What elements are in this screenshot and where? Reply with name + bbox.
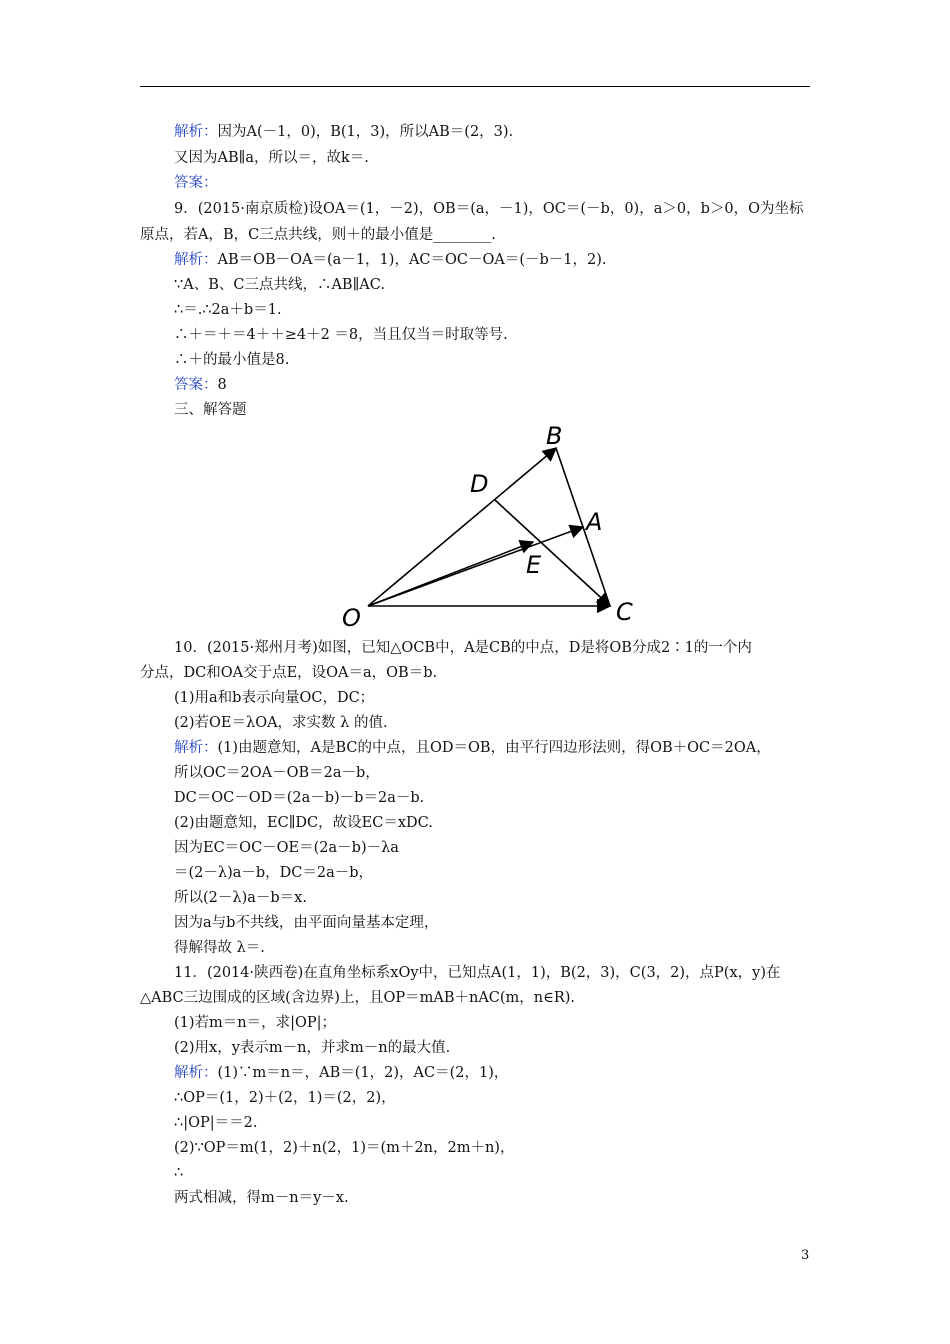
text-line: 答案：8: [174, 377, 227, 393]
section-heading: 三、解答题: [174, 402, 247, 418]
text-line: (2)∵OP＝m(1，2)＋n(2，1)＝(m＋2n，2m＋n)，: [174, 1140, 515, 1156]
answer-label: 答案：: [174, 175, 218, 191]
text-line: 两式相减，得m－n＝y－x.: [174, 1190, 349, 1206]
question-10-cont: 分点，DC和OA交于点E，设OA＝a，OB＝b.: [140, 665, 438, 681]
text-line: ∴＋的最小值是8.: [174, 352, 290, 368]
vector-ob: [368, 448, 556, 606]
triangle-figure: [320, 420, 650, 630]
text-line: ∵A、B、C三点共线，∴AB∥AC.: [174, 277, 385, 293]
text-line: (2)用x，y表示m－n，并求m－n的最大值.: [174, 1040, 451, 1056]
text-line: 所以OC＝2OA－OB＝2a－b，: [174, 765, 380, 781]
question-9: 9．(2015·南京质检)设OA＝(1，－2)，OB＝(a，－1)，OC＝(－b，0)，a＞0，b＞0，O为坐标: [174, 201, 804, 217]
text-line: [174, 173, 218, 193]
label-e: E: [526, 551, 542, 579]
solution-label: 解析：: [174, 740, 218, 756]
page-number: 3: [801, 1248, 810, 1263]
text-line: (1)若m＝n＝，求|OP|；: [174, 1015, 337, 1031]
answer-label: 答案：: [174, 377, 218, 393]
text-line: 又因为AB∥a，所以＝，故k＝.: [174, 150, 369, 166]
text-line: 解析：AB＝OB－OA＝(a－1，1)，AC＝OC－OA＝(－b－1，2).: [174, 252, 607, 268]
question-11: 11．(2014·陕西卷)在直角坐标系xOy中，已知点A(1，1)，B(2，3)，C(3，2)，点P(x，y)在: [174, 965, 781, 981]
text-line: ∴OP＝(1，2)＋(2，1)＝(2，2)，: [174, 1090, 396, 1106]
text-line: 解析：(1)∵m＝n＝，AB＝(1，2)，AC＝(2，1)，: [174, 1065, 509, 1081]
text-line: ∴＝.∴2a＋b＝1.: [174, 302, 282, 318]
solution-label: 解析：: [174, 252, 218, 268]
vector-oe: [368, 542, 533, 606]
text-line: ∴|OP|＝＝2.: [174, 1115, 258, 1131]
label-b: B: [546, 422, 563, 450]
text-line: 解析：(1)由题意知，A是BC的中点，且OD＝OB，由平行四边形法则，得OB＋OC＝2OA，: [174, 740, 771, 756]
text-line: 解析：因为A(－1，0)，B(1，3)，所以AB＝(2，3).: [174, 124, 514, 140]
text-line: 因为EC＝OC－OE＝(2a－b)－λa: [174, 840, 399, 856]
solution-label: 解析：: [174, 1065, 218, 1081]
text-line: ∴: [174, 1165, 184, 1181]
header-rule: [140, 86, 810, 87]
text-line: 所以(2－λ)a－b＝x.: [174, 890, 307, 906]
text-line: DC＝OC－OD＝(2a－b)－b＝2a－b.: [174, 790, 425, 806]
label-c: C: [616, 598, 633, 626]
question-11-cont: △ABC三边围成的区域(含边界)上，且OP＝mAB＋nAC(m，n∈R).: [140, 990, 576, 1006]
text-line: 得解得故 λ＝.: [174, 940, 265, 956]
question-9-cont: 原点，若A，B，C三点共线，则＋的最小值是________.: [140, 227, 496, 243]
label-a: A: [586, 508, 603, 536]
text-line: (1)用a和b表示向量OC，DC；: [174, 690, 375, 706]
text-line: (2)若OE＝λOA，求实数 λ 的值.: [174, 715, 388, 731]
text-line: ∴＋＝＋＝4＋＋≥4＋2 ＝8，当且仅当＝时取等号.: [174, 327, 508, 343]
solution-label: 解析：: [174, 124, 218, 140]
text-line: 因为a与b不共线，由平面向量基本定理，: [174, 915, 439, 931]
label-o: O: [342, 604, 361, 630]
text-line: (2)由题意知，EC∥DC，故设EC＝xDC.: [174, 815, 433, 831]
label-d: D: [470, 470, 489, 498]
text-line: ＝(2－λ)a－b，DC＝2a－b，: [174, 865, 374, 881]
question-10: 10．(2015·郑州月考)如图，已知△OCB中，A是CB的中点，D是将OB分成2∶1的一个内: [174, 640, 752, 656]
